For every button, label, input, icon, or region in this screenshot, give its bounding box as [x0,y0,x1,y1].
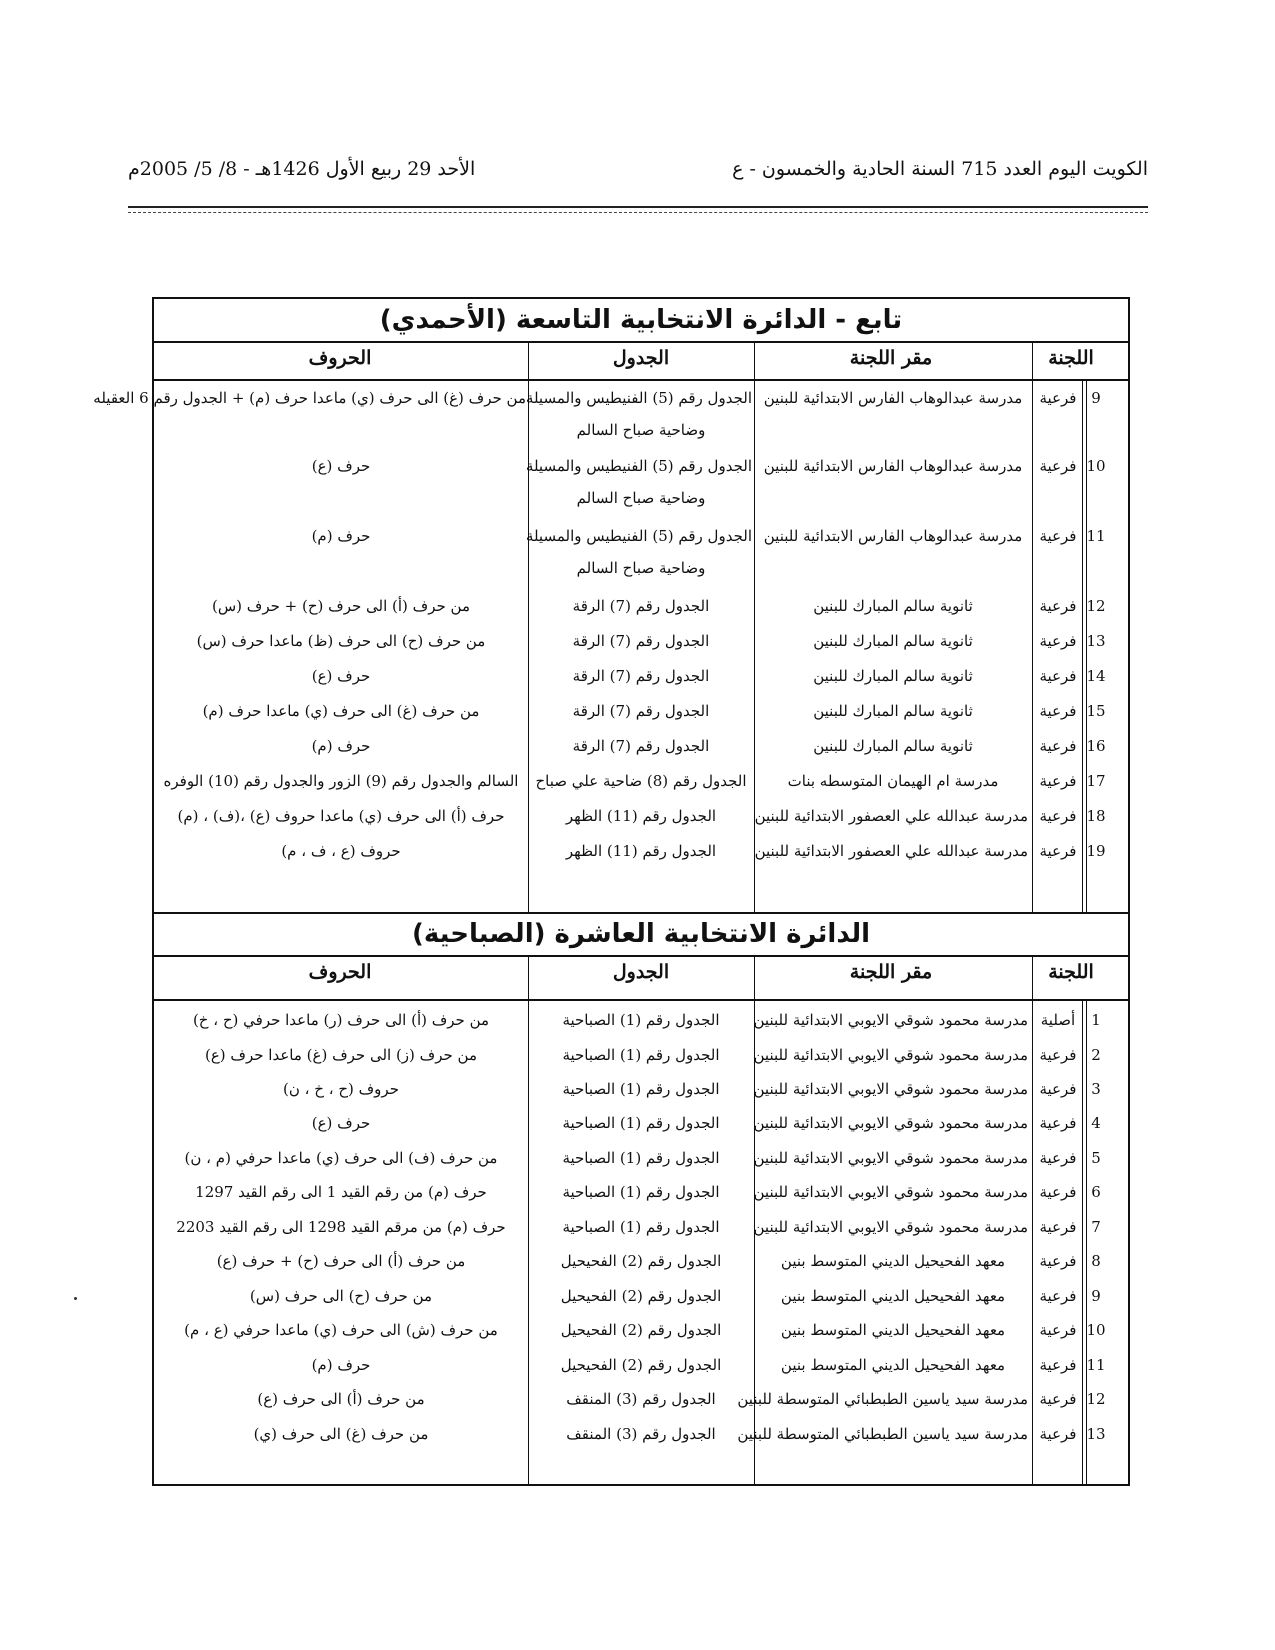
committee-type: فرعية [1039,667,1077,685]
committee-place: معهد الفحيحيل الديني المتوسط بنين [780,1321,1006,1339]
committee-type: فرعية [1039,1321,1077,1339]
committee-type: فرعية [1039,807,1077,825]
committee-number: 2 [1091,1046,1101,1064]
col-divider [528,341,529,912]
letters-range: من حرف (ح) الى حرف (ظ) ماعدا حرف (س) [196,632,486,650]
header-divider-dashed [128,212,1148,213]
committee-place: ثانوية سالم المبارك للبنين [813,667,973,685]
section-title-ninth-district: تابع - الدائرة الانتخابية التاسعة (الأحمدي) [379,305,903,335]
committee-place: مدرسة سيد ياسين الطبطبائي المتوسطة للبنين [737,1390,1028,1408]
committee-number: 4 [1091,1114,1101,1132]
voter-table: الجدول رقم (7) الرقة [572,597,710,615]
section-title-tenth-district: الدائرة الانتخابية العاشرة (الصباحية) [411,919,871,949]
voter-table-continued: وضاحية صباح السالم [576,559,706,577]
committee-type: أصلية [1040,1011,1076,1029]
committee-type: فرعية [1039,1425,1077,1443]
letters-range: حرف (ع) [311,1114,371,1132]
voter-table: الجدول رقم (5) الفنيطيس والمسيلة [525,527,752,545]
letters-range: من حرف (ح) الى حرف (س) [249,1287,433,1305]
committee-type: فرعية [1039,632,1077,650]
header-divider [128,206,1148,208]
col-table: الجدول [612,347,670,369]
committee-place: مدرسة ام الهيمان المتوسطه بنات [787,772,999,790]
committee-number: 12 [1086,1390,1106,1408]
col-divider [528,955,529,1486]
committee-number: 16 [1086,737,1106,755]
voter-table: الجدول رقم (1) الصباحية [562,1149,720,1167]
committee-type: فرعية [1039,737,1077,755]
committee-place: معهد الفحيحيل الديني المتوسط بنين [780,1356,1006,1374]
col-divider [1082,379,1083,912]
letters-range: من حرف (أ) الى حرف (ح) + حرف (ع) [216,1252,466,1270]
voter-table: الجدول رقم (1) الصباحية [562,1183,720,1201]
committee-place: مدرسة عبدالله علي العصفور الابتدائية للبنين [754,807,1028,825]
committee-place: مدرسة سيد ياسين الطبطبائي المتوسطة للبنين [737,1425,1028,1443]
committee-type: فرعية [1039,389,1077,407]
voter-table: الجدول رقم (5) الفنيطيس والمسيلة [525,389,752,407]
voter-table: الجدول رقم (2) الفحيحيل [560,1287,722,1305]
committee-number: 9 [1091,389,1101,407]
committee-place: مدرسة عبدالوهاب الفارس الابتدائية للبنين [763,457,1023,475]
letters-range: حرف (م) من رقم القيد 1 الى رقم القيد 1297 [195,1183,487,1201]
letters-range: من حرف (ش) الى حرف (ي) ماعدا حرفي (ع ، م) [184,1321,498,1339]
letters-range: من حرف (أ) الى حرف (ح) + حرف (س) [212,597,470,615]
voter-table: الجدول رقم (2) الفحيحيل [560,1356,722,1374]
col-letters: الحروف [308,347,372,369]
committee-number: 10 [1086,1321,1106,1339]
letters-range: من حرف (أ) الى حرف (ع) [257,1390,425,1408]
committee-type: فرعية [1039,702,1077,720]
committee-place: مدرسة عبدالله علي العصفور الابتدائية للبنين [754,842,1028,860]
voter-table-continued: وضاحية صباح السالم [576,421,706,439]
letters-range: حرف (م) [311,737,371,755]
letters-range: حرف (ع) [311,667,371,685]
col-place: مقر اللجنة [849,347,933,369]
col-divider [1032,341,1033,912]
committee-type: فرعية [1039,842,1077,860]
committee-number: 9 [1091,1287,1101,1305]
committee-number: 15 [1086,702,1106,720]
voter-table: الجدول رقم (1) الصباحية [562,1011,720,1029]
voter-table: الجدول رقم (7) الرقة [572,737,710,755]
col-table: الجدول [612,961,670,983]
committee-type: فرعية [1039,1183,1077,1201]
committee-place: معهد الفحيحيل الديني المتوسط بنين [780,1287,1006,1305]
voter-table: الجدول رقم (2) الفحيحيل [560,1252,722,1270]
committee-place: معهد الفحيحيل الديني المتوسط بنين [780,1252,1006,1270]
committee-place: مدرسة محمود شوقي الايوبي الابتدائية للبنين [753,1011,1028,1029]
committee-type: فرعية [1039,597,1077,615]
committee-number: 17 [1086,772,1106,790]
voter-table: الجدول رقم (3) المنقف [566,1390,716,1408]
committee-number: 8 [1091,1252,1101,1270]
committee-number: 7 [1091,1218,1101,1236]
committee-place: مدرسة محمود شوقي الايوبي الابتدائية للبنين [753,1149,1028,1167]
letters-range: من حرف (غ) الى حرف (ي) ماعدا حرف (م) [202,702,480,720]
voter-table-continued: وضاحية صباح السالم [576,489,706,507]
letters-range: حرف (ع) [311,457,371,475]
col-committee: اللجنة [1048,961,1094,983]
letters-range: حرف (م) [311,527,371,545]
col-divider [1032,955,1033,1486]
committee-type: فرعية [1039,1390,1077,1408]
voter-table: الجدول رقم (11) الظهر [565,842,717,860]
committee-number: 18 [1086,807,1106,825]
voter-table: الجدول رقم (7) الرقة [572,632,710,650]
letters-range: من حرف (غ) الى حرف (ي) ماعدا حرف (م) + الجدول رقم 6 العقيله [93,389,526,407]
committee-number: 13 [1086,632,1106,650]
committee-place: مدرسة محمود شوقي الايوبي الابتدائية للبنين [753,1114,1028,1132]
committee-place: ثانوية سالم المبارك للبنين [813,632,973,650]
section-title-divider [154,955,1128,957]
voter-table: الجدول رقم (8) ضاحية علي صباح [535,772,747,790]
header-row-divider [154,379,1128,381]
committees-table [93,297,1130,1486]
letters-range: من حرف (ف) الى حرف (ي) ماعدا حرفي (م ، ن) [184,1149,498,1167]
committee-type: فرعية [1039,1356,1077,1374]
committee-type: فرعية [1039,457,1077,475]
voter-table: الجدول رقم (1) الصباحية [562,1114,720,1132]
letters-range: من حرف (ز) الى حرف (غ) ماعدا حرف (ع) [205,1046,477,1064]
committee-place: ثانوية سالم المبارك للبنين [813,597,973,615]
committee-number: 13 [1086,1425,1106,1443]
committee-number: 11 [1086,527,1106,545]
committee-number: 19 [1086,842,1106,860]
committee-number: 12 [1086,597,1106,615]
letters-range: حرف (م) [311,1356,371,1374]
letters-range: من حرف (أ) الى حرف (ر) ماعدا حرفي (ح ، خ) [192,1011,490,1029]
committee-number: 6 [1091,1183,1101,1201]
committee-type: فرعية [1039,772,1077,790]
voter-table: الجدول رقم (11) الظهر [565,807,717,825]
voter-table: الجدول رقم (1) الصباحية [562,1080,720,1098]
col-letters: الحروف [308,961,372,983]
voter-table: الجدول رقم (2) الفحيحيل [560,1321,722,1339]
letters-range: حرف (م) من مرقم القيد 1298 الى رقم القيد 2203 [176,1218,506,1236]
voter-table: الجدول رقم (7) الرقة [572,702,710,720]
committee-place: مدرسة عبدالوهاب الفارس الابتدائية للبنين [763,527,1023,545]
col-divider [1082,999,1083,1486]
committee-number: 5 [1091,1149,1101,1167]
committee-number: 14 [1086,667,1106,685]
committee-number: 3 [1091,1080,1101,1098]
committee-place: مدرسة محمود شوقي الايوبي الابتدائية للبنين [753,1080,1028,1098]
committee-type: فرعية [1039,1046,1077,1064]
committee-place: مدرسة محمود شوقي الايوبي الابتدائية للبنين [753,1218,1028,1236]
committee-type: فرعية [1039,1114,1077,1132]
committee-number: 1 [1091,1011,1101,1029]
committee-number: 10 [1086,457,1106,475]
committee-place: مدرسة عبدالوهاب الفارس الابتدائية للبنين [763,389,1023,407]
col-place: مقر اللجنة [849,961,933,983]
committee-type: فرعية [1039,1287,1077,1305]
voter-table: الجدول رقم (3) المنقف [566,1425,716,1443]
header-row-divider [154,999,1128,1001]
section-divider [154,912,1128,914]
letters-range: السالم والجدول رقم (9) الزور والجدول رقم (10) الوفره [163,772,519,790]
committee-type: فرعية [1039,1080,1077,1098]
voter-table: الجدول رقم (5) الفنيطيس والمسيلة [525,457,752,475]
letters-range: حرف (أ) الى حرف (ي) ماعدا حروف (ع) ،(ف) ، (م) [177,807,505,825]
voter-table: الجدول رقم (7) الرقة [572,667,710,685]
page-header [128,150,1148,190]
committee-number: 11 [1086,1356,1106,1374]
voter-table: الجدول رقم (1) الصباحية [562,1218,720,1236]
committee-place: ثانوية سالم المبارك للبنين [813,737,973,755]
letters-range: حروف (ح ، خ ، ن) [283,1080,399,1098]
committee-type: فرعية [1039,527,1077,545]
committee-type: فرعية [1039,1149,1077,1167]
section-title-divider [154,341,1128,343]
letters-range: من حرف (غ) الى حرف (ي) [253,1425,429,1443]
scan-speck [74,1297,77,1300]
voter-table: الجدول رقم (1) الصباحية [562,1046,720,1064]
col-committee: اللجنة [1048,347,1094,369]
issue-date: الأحد 29 ربيع الأول 1426هـ - 8/ 5/ 2005م [128,158,476,180]
col-divider [1086,999,1087,1486]
committee-type: فرعية [1039,1218,1077,1236]
committee-type: فرعية [1039,1252,1077,1270]
gazette-issue: الكويت اليوم العدد 715 السنة الحادية والخمسون - ع [732,158,1148,180]
committee-place: ثانوية سالم المبارك للبنين [813,702,973,720]
committee-place: مدرسة محمود شوقي الايوبي الابتدائية للبنين [753,1046,1028,1064]
letters-range: حروف (ع ، ف ، م) [281,842,401,860]
committee-place: مدرسة محمود شوقي الايوبي الابتدائية للبنين [753,1183,1028,1201]
